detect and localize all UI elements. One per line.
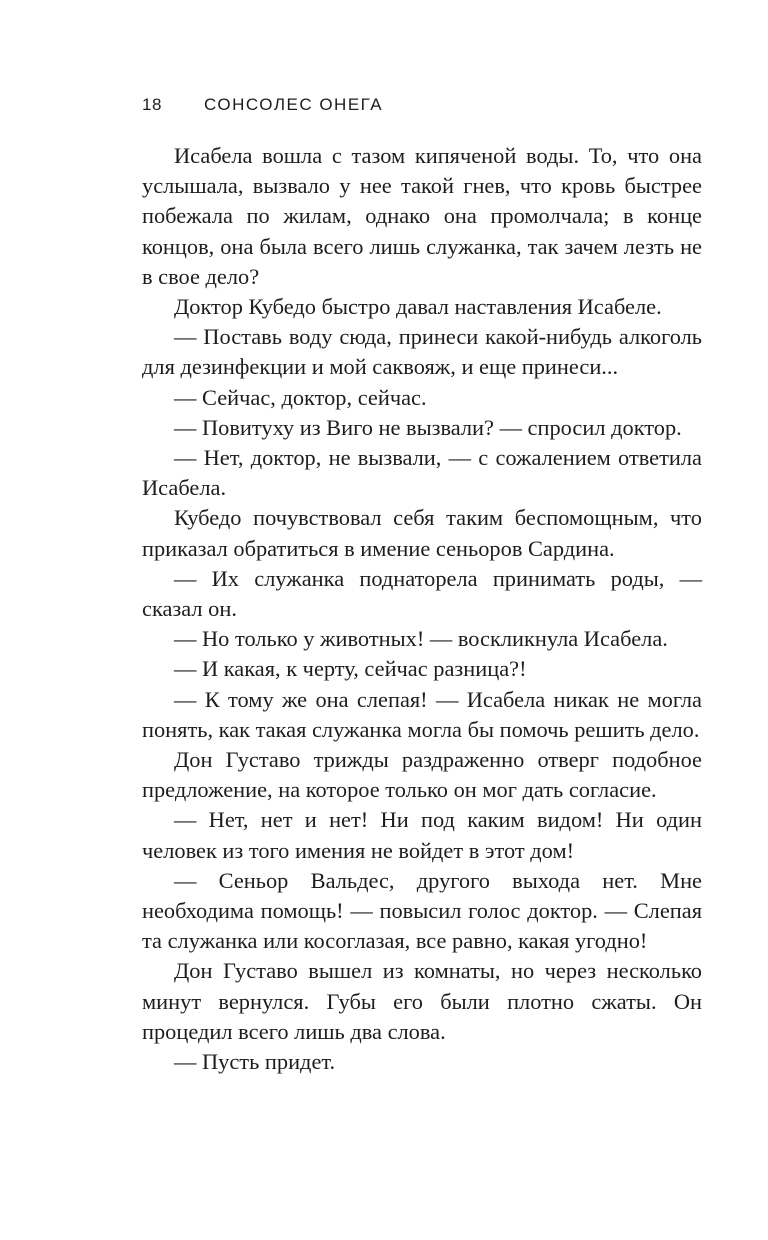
paragraph: Дон Густаво трижды раздраженно отверг подобное предложение, на которое только он мог дать согласие. (142, 747, 702, 803)
running-head (142, 95, 702, 119)
paragraph: Исабела вошла с тазом кипяченой воды. То, что она услышала, вызвало у нее такой гнев, что кровь быстрее побежала по жилам, однако она промолчала; в конце концов, она была всего лишь служанка, так зачем лезть не в свое дело? (142, 143, 702, 289)
paragraph: — Нет, доктор, не вызвали, — с сожалением ответила Исабела. (142, 445, 702, 501)
paragraph: — Поставь воду сюда, принеси какой-нибудь алкоголь для дезинфекции и мой саквояж, и еще принеси... (142, 324, 702, 380)
paragraph: — Нет, нет и нет! Ни под каким видом! Ни один человек из того имения не войдет в этот дом! (142, 807, 702, 863)
paragraph: — Сейчас, доктор, сейчас. (174, 384, 427, 410)
paragraph: Кубедо почувствовал себя таким беспомощным, что приказал обратиться в имение сеньоров Сардина. (142, 505, 702, 561)
paragraph: — Пусть придет. (174, 1049, 336, 1075)
running-head-author: СОНСОЛЕС ОНЕГА (204, 95, 384, 114)
paragraph: Доктор Кубедо быстро давал наставления Исабеле. (174, 294, 662, 320)
paragraph: — Но только у животных! — воскликнула Исабела. (174, 626, 668, 652)
paragraph: — И какая, к черту, сейчас разница?! (174, 656, 527, 682)
paragraph: — К тому же она слепая! — Исабела никак не могла понять, как такая служанка могла бы помочь решить дело. (142, 686, 702, 742)
body-text (142, 141, 702, 1077)
paragraph: — Их служанка поднаторела принимать роды, — сказал он. (142, 565, 702, 622)
paragraph: — Сеньор Вальдес, другого выхода нет. Мне необходима помощь! — повысил голос доктор. — Слепая та служанка или косоглазая, все равно, какая угодно! (142, 867, 702, 954)
paragraph: — Повитуху из Виго не вызвали? — спросил доктор. (174, 414, 682, 440)
paragraph: Дон Густаво вышел из комнаты, но через несколько минут вернулся. Губы его были плотно сжаты. Он процедил всего лишь два слова. (142, 958, 702, 1044)
page-number: 18 (142, 95, 162, 114)
